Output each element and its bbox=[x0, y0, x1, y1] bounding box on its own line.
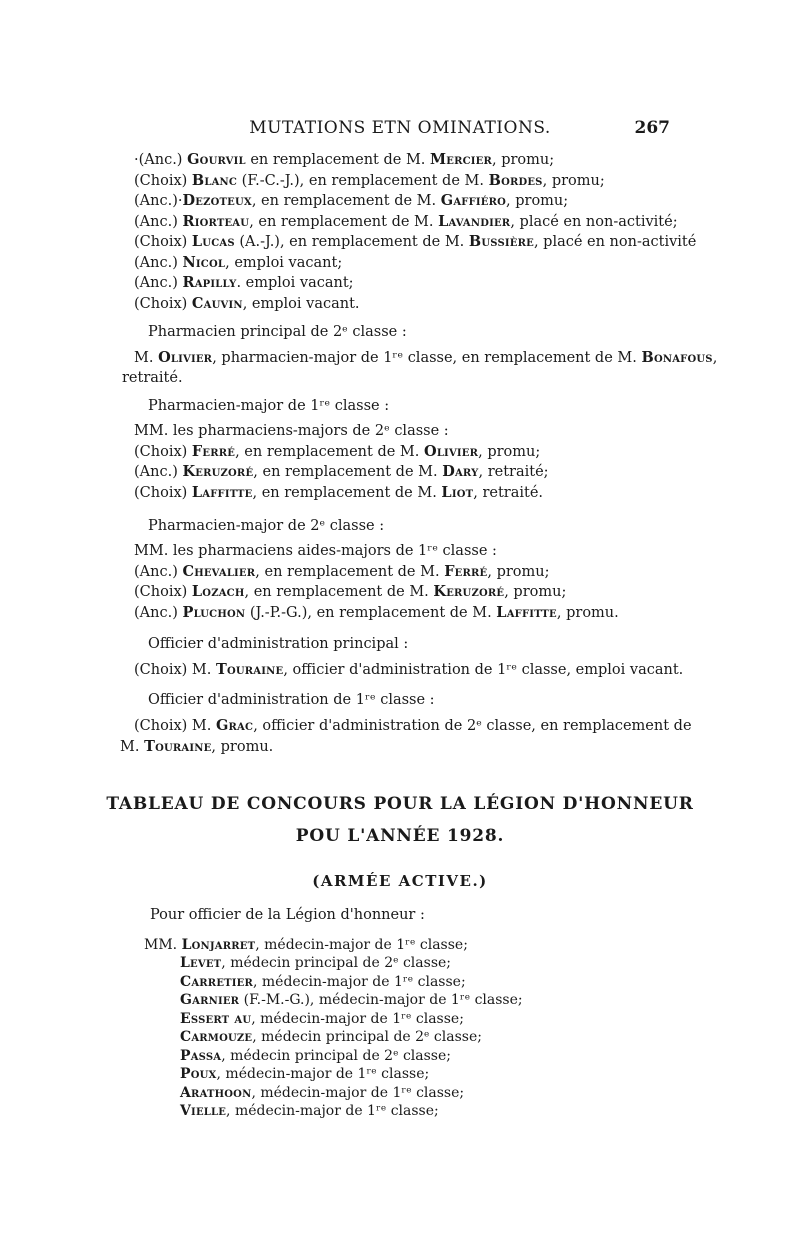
list-item: (Anc.) Riorteau, en remplacement de M. Lavandier, placé en non-activité; bbox=[134, 212, 678, 230]
list-item: MM. Lonjarret, médecin-major de 1ʳᵉ classe; bbox=[144, 936, 468, 953]
section-heading: Pharmacien-major de 1ʳᵉ classe : bbox=[148, 398, 390, 414]
list-item: (Anc.) Rapilly. emploi vacant; bbox=[134, 274, 354, 291]
list-item: (Choix) Cauvin, emploi vacant. bbox=[134, 294, 360, 312]
section-heading: Officier d'administration de 1ʳᵉ classe : bbox=[148, 692, 435, 708]
section-pharmacien-major-2 bbox=[134, 508, 674, 623]
list-item: Carretier, médecin-major de 1ʳᵉ classe; bbox=[180, 973, 466, 990]
list-item: Levet, médecin principal de 2ᵉ classe; bbox=[180, 955, 452, 971]
running-head bbox=[0, 118, 800, 140]
tableau-subtitle: (ARMÉE ACTIVE.) bbox=[312, 872, 488, 890]
section-heading: Pour officier de la Légion d'honneur : bbox=[150, 907, 425, 923]
tableau-title: TABLEAU DE CONCOURS POUR LA LÉGION D'HONNEUR bbox=[106, 794, 694, 814]
list-item: (Choix) M. Touraine, officier d'administration de 1ʳᵉ classe, emploi vacant. bbox=[134, 661, 684, 678]
list-item: Garnier (F.-M.-G.), médecin-major de 1ʳᵉ classe; bbox=[180, 992, 523, 1008]
list-item: (Choix) M. Grac, officier d'administration de 2ᵉ classe, en remplacement de bbox=[134, 717, 692, 734]
section-officier-principal bbox=[134, 626, 684, 681]
list-item: (Choix) Ferré, en remplacement de M. Olivier, promu; bbox=[134, 442, 541, 460]
list-item: Passa, médecin principal de 2ᵉ classe; bbox=[180, 1047, 451, 1064]
list-item: (Anc.) Nicol, emploi vacant; bbox=[134, 253, 343, 271]
page-number: 267 bbox=[634, 118, 670, 138]
list-item: (Choix) Lucas (A.-J.), en remplacement de M. Bussière, placé en non-activité bbox=[134, 233, 697, 250]
section-heading: Pharmacien principal de 2ᵉ classe : bbox=[148, 324, 407, 340]
list-item: Vielle, médecin-major de 1ʳᵉ classe; bbox=[180, 1103, 439, 1119]
list-item: (Anc.) Keruzoré, en remplacement de M. Dary, retraité; bbox=[134, 463, 549, 480]
list-item: (Choix) Lozach, en remplacement de M. Keruzoré, promu; bbox=[134, 583, 567, 600]
list-item: M. Olivier, pharmacien-major de 1ʳᵉ classe, en remplacement de M. Bonafous, bbox=[134, 349, 718, 366]
section-heading: Officier d'administration principal : bbox=[148, 636, 409, 652]
list-item: (Anc.) Chevalier, en remplacement de M. Ferré, promu; bbox=[134, 562, 550, 580]
list-item: (Choix) Blanc (F.-C.-J.), en remplacement de M. Bordes, promu; bbox=[134, 171, 605, 189]
running-title: MUTATIONS ETN OMINATIONS. bbox=[249, 118, 551, 138]
section-officier-1 bbox=[120, 682, 692, 757]
list-item: Carmouze, médecin principal de 2ᵉ classe; bbox=[180, 1029, 482, 1045]
section-pharmacien-major-1 bbox=[134, 388, 674, 503]
list-item: (Anc.)·Dezoteux, en remplacement de M. Gaffiéro, promu; bbox=[134, 192, 569, 209]
section-pharmacien-principal bbox=[122, 314, 718, 388]
tableau-year: POU L'ANNÉE 1928. bbox=[295, 826, 505, 846]
list-item: (Anc.) Pluchon (J.-P.-G.), en remplacement de M. Laffitte, promu. bbox=[134, 603, 619, 621]
continuation-line: retraité. bbox=[122, 369, 183, 386]
section-heading: Pharmacien-major de 2ᵉ classe : bbox=[148, 518, 385, 534]
tableau-list bbox=[144, 906, 650, 1121]
list-item: Arathoon, médecin-major de 1ʳᵉ classe; bbox=[180, 1084, 465, 1101]
list-item: Poux, médecin-major de 1ʳᵉ classe; bbox=[180, 1066, 430, 1082]
list-item: ·(Anc.) Gourvil en remplacement de M. Mercier, promu; bbox=[134, 151, 555, 168]
section-intro: MM. les pharmaciens-majors de 2ᵉ classe : bbox=[134, 423, 449, 439]
list-item: (Choix) Laffitte, en remplacement de M. Liot, retraité. bbox=[134, 483, 544, 501]
section-intro: MM. les pharmaciens aides-majors de 1ʳᵉ classe : bbox=[134, 543, 497, 559]
continuation-line: M. Touraine, promu. bbox=[120, 737, 274, 755]
nominations-list bbox=[134, 150, 697, 314]
list-item: Essert au, médecin-major de 1ʳᵉ classe; bbox=[180, 1010, 464, 1027]
